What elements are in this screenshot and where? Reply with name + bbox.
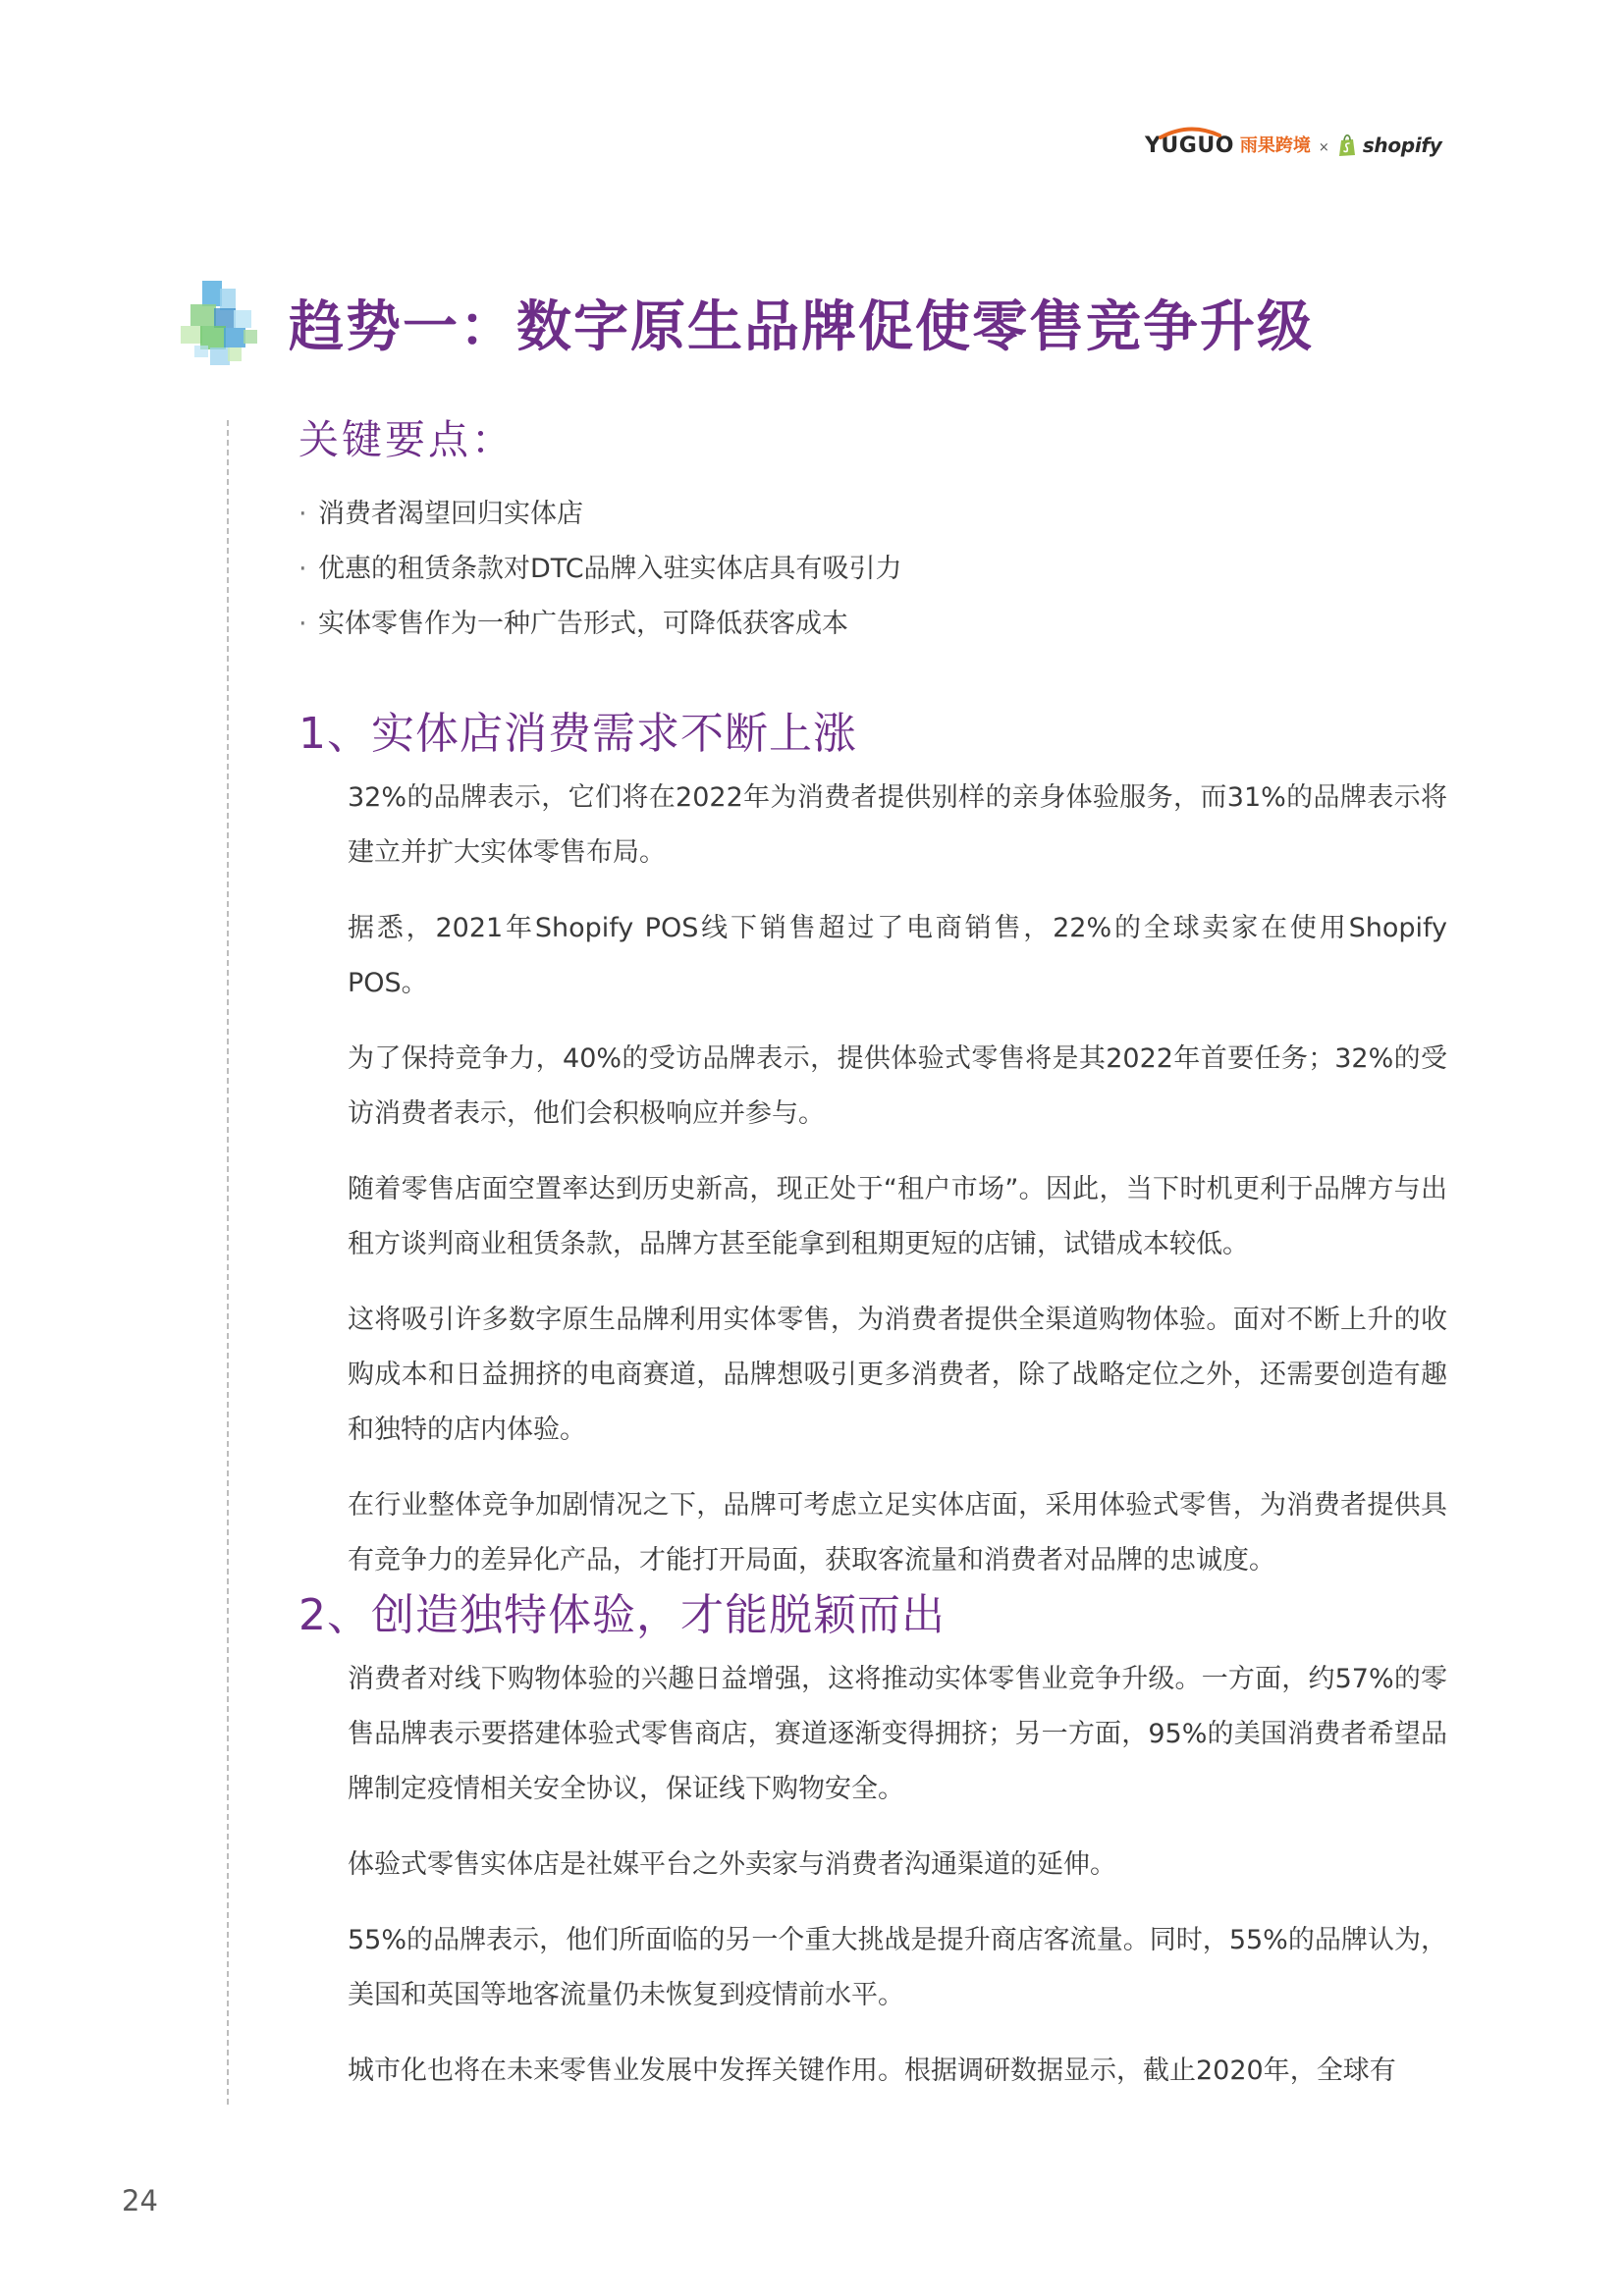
key-points-heading: 关键要点： xyxy=(298,416,514,463)
page-title: 趋势一：数字原生品牌促使零售竞争升级 xyxy=(289,295,1314,359)
bullet-dot-icon: · xyxy=(298,609,307,639)
paragraph: 在行业整体竞争加剧情况之下，品牌可考虑立足实体店面，采用体验式零售，为消费者提供具有竞争力的差异化产品，才能打开局面，获取客流量和消费者对品牌的忠诚度。 xyxy=(348,1490,1447,1575)
key-point-item xyxy=(298,487,902,542)
paragraph: 体验式零售实体店是社媒平台之外卖家与消费者沟通渠道的延伸。 xyxy=(348,1849,1116,1880)
paragraph: 据悉，2021年Shopify POS线下销售超过了电商销售，22%的全球卖家在使用Shopify POS。 xyxy=(348,913,1447,998)
bullet-dot-icon: · xyxy=(298,554,307,584)
paragraph: 消费者对线下购物体验的兴趣日益增强，这将推动实体零售业竞争升级。一方面，约57%的零售品牌表示要搭建体验式零售商店，赛道逐渐变得拥挤；另一方面，95%的美国消费者希望品牌制定疫情相关安全协议，保证线下购物安全。 xyxy=(348,1664,1447,1804)
paragraph: 为了保持竞争力，40%的受访品牌表示，提供体验式零售将是其2022年首要任务；32%的受访消费者表示，他们会积极响应并参与。 xyxy=(348,1043,1447,1129)
dashed-divider xyxy=(227,420,229,2105)
yuguo-logo xyxy=(1145,130,1234,157)
key-point-item xyxy=(298,597,902,652)
shopify-bag-icon xyxy=(1337,133,1357,157)
paragraph: 32%的品牌表示，它们将在2022年为消费者提供别样的亲身体验服务，而31%的品牌表示将建立并扩大实体零售布局。 xyxy=(348,782,1447,868)
section-1-heading: 1、实体店消费需求不断上涨 xyxy=(298,709,857,759)
yuguo-arc-icon xyxy=(1159,126,1221,139)
cube-cluster-icon xyxy=(173,275,275,377)
paragraph: 这将吸引许多数字原生品牌利用实体零售，为消费者提供全渠道购物体验。面对不断上升的收购成本和日益拥挤的电商赛道，品牌想吸引更多消费者，除了战略定位之外，还需要创造有趣和独特的店内体验。 xyxy=(348,1305,1447,1445)
shopify-wordmark: shopify xyxy=(1362,133,1442,157)
yuguo-chinese-name: 雨果跨境 xyxy=(1239,135,1311,156)
key-point-text: 消费者渴望回归实体店 xyxy=(318,499,583,529)
paragraph: 城市化也将在未来零售业发展中发挥关键作用。根据调研数据显示，截止2020年，全球有 xyxy=(348,2056,1396,2086)
yuguo-wordmark: YUGUO xyxy=(1145,133,1234,158)
bullet-dot-icon: · xyxy=(298,499,307,529)
section-2-body xyxy=(348,1652,1447,2119)
header-brand-logos xyxy=(1145,124,1442,163)
key-point-text: 优惠的租赁条款对DTC品牌入驻实体店具有吸引力 xyxy=(318,554,902,584)
section-2-heading: 2、创造独特体验，才能脱颖而出 xyxy=(298,1590,946,1640)
page-number: 24 xyxy=(122,2184,158,2217)
key-point-item xyxy=(298,542,902,597)
paragraph: 随着零售店面空置率达到历史新高，现正处于“租户市场”。因此，当下时机更利于品牌方与出租方谈判商业租赁条款，品牌方甚至能拿到租期更短的店铺，试错成本较低。 xyxy=(348,1174,1447,1259)
brand-separator: × xyxy=(1318,139,1329,155)
key-point-text: 实体零售作为一种广告形式，可降低获客成本 xyxy=(318,609,848,639)
key-points-list xyxy=(298,487,902,652)
paragraph: 55%的品牌表示，他们所面临的另一个重大挑战是提升商店客流量。同时，55%的品牌认为，美国和英国等地客流量仍未恢复到疫情前水平。 xyxy=(348,1925,1447,2010)
section-1-body xyxy=(348,771,1447,1609)
